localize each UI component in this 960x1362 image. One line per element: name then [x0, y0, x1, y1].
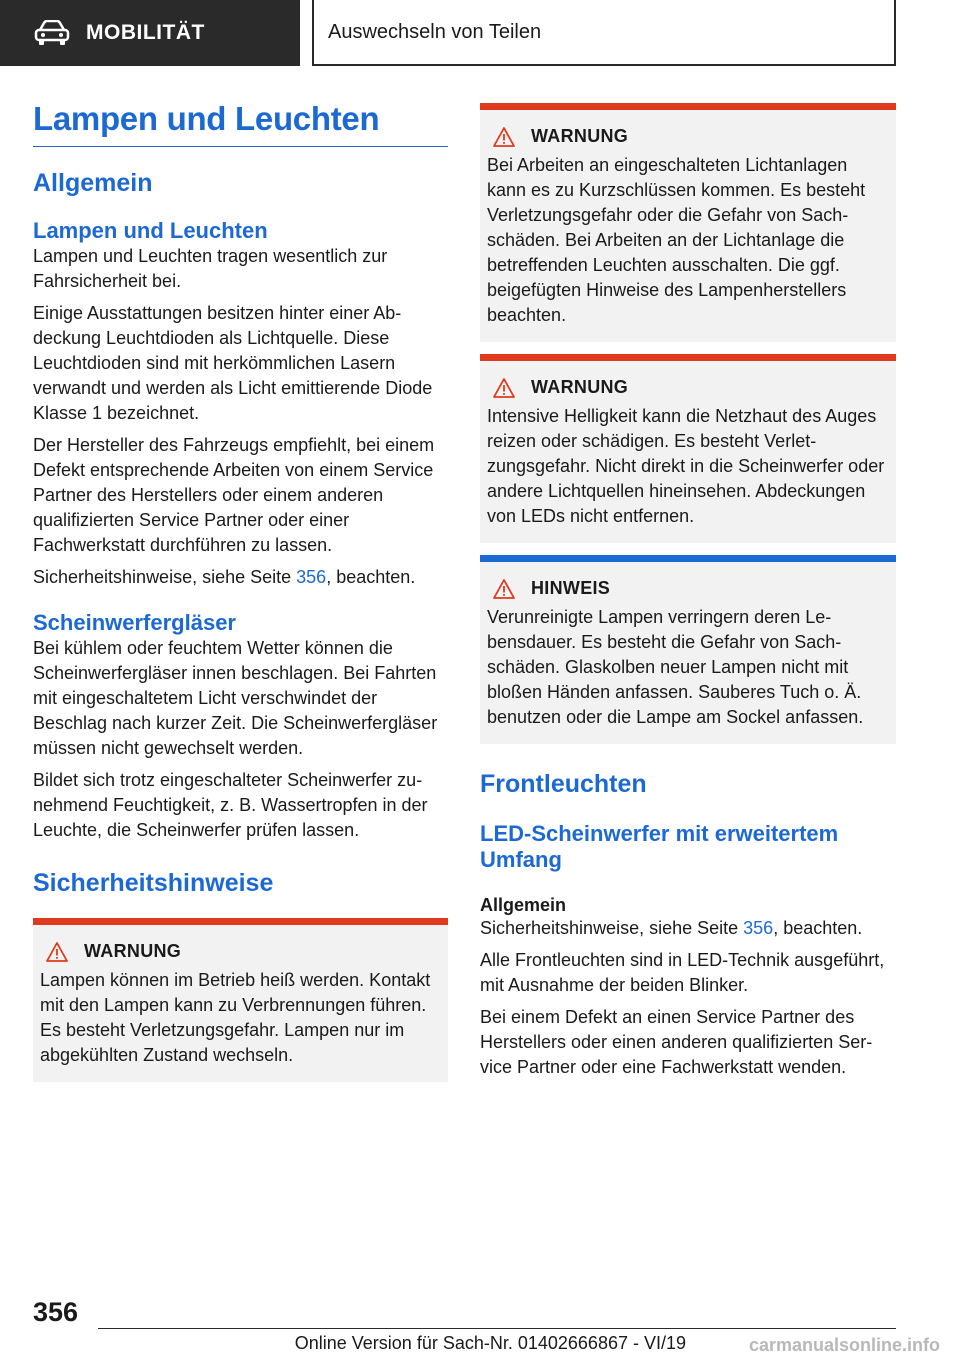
header-section-label: MOBILITÄT [86, 21, 205, 44]
heading-lamps: Lampen und Leuchten [33, 218, 268, 243]
warning-header [493, 377, 888, 398]
warning-text: Bei Arbeiten an eingeschalteten Lichtanlagen kann es zu Kurzschlüssen kommen. Es besteht Verletzungsgefahr oder die Gefahr von Sachschäden. Bei Arbeiten an der Lichtanlage die betreffenden Leuchten ausschalten. Die ggf. beigefügten Hinweise des Lampenherstellers beachten. [487, 155, 866, 325]
heading-front-lights: Frontleuchten [480, 770, 647, 798]
warning-icon [493, 127, 515, 147]
warning-icon [493, 579, 515, 599]
warning-header [493, 126, 888, 147]
warning-label: WARNUNG [531, 377, 629, 397]
header-chapter-label: Auswechseln von Teilen [328, 20, 542, 43]
header-section-tab [0, 0, 300, 66]
right-column [480, 103, 896, 1087]
watermark: carmanualsonline.info [748, 1335, 940, 1355]
paragraph: Bei einem Defekt an einen Service Partner des Herstellers oder einen anderen qualifizierten Service Partner oder eine Fachwerkstatt wenden. [480, 1007, 873, 1077]
warning-box [480, 103, 896, 342]
warning-label: WARNUNG [84, 941, 182, 961]
page-link[interactable]: 356 [296, 567, 327, 587]
text: Sicherheitshinweise, siehe Seite [33, 567, 297, 587]
text: , beachten. [326, 567, 416, 587]
warning-icon [46, 942, 68, 962]
page-title: Lampen und Leuchten [33, 100, 448, 147]
header-chapter-box [312, 0, 896, 66]
paragraph: Lampen und Leuchten tragen wesentlich zur Fahrsicherheit bei. [33, 246, 388, 291]
text: , beachten. [773, 918, 863, 938]
warning-box [33, 918, 448, 1082]
left-column [33, 100, 448, 1082]
paragraph: Bei kühlem oder feuchtem Wetter können die Scheinwerfergläser innen beschlagen. Bei Fahrten mit eingeschaltetem Licht verschwindet der Beschlag nach kurzer Zeit. Die Scheinwerfergläser müssen nicht gewechselt werden. [33, 638, 438, 758]
heading-general: Allgemein [33, 169, 153, 197]
footer-divider [98, 1328, 896, 1329]
heading-safety: Sicherheitshinweise [33, 869, 274, 897]
paragraph: Einige Ausstattungen besitzen hinter einer Abdeckung Leuchtdioden als Lichtquelle. Diese Leuchtdioden sind mit herkömmlichen Lasern verwandt und werden als Licht emittierende Diode Klasse 1 bezeichnet. [33, 303, 433, 423]
note-label: HINWEIS [531, 578, 611, 598]
paragraph-safety-ref [33, 565, 448, 590]
warning-header [46, 941, 440, 962]
paragraph-safety-ref [480, 916, 896, 941]
footer-text: Online Version für Sach-Nr. 01402666867 - VI/19 [294, 1333, 686, 1353]
warning-text: Lampen können im Betrieb heiß werden. Kontakt mit den Lampen kann zu Verbrennungen führen. Es besteht Verletzungsgefahr. Lampen nur im abgekühlten Zustand wechseln. [40, 970, 431, 1065]
page-link[interactable]: 356 [743, 918, 774, 938]
warning-box [480, 354, 896, 543]
page-number: 356 [33, 1297, 79, 1327]
heading-led-headlights: LED-Scheinwerfer mit erweitertem Umfang [480, 821, 839, 872]
heading-headlight-glass: Scheinwerfergläser [33, 610, 236, 635]
warning-text: Intensive Helligkeit kann die Netzhaut des Auges reizen oder schädigen. Es besteht Verletzungsgefahr. Nicht direkt in die Scheinwerfer oder andere Lichtquellen hineinsehen. Abdeckungen von LEDs nicht entfernen. [487, 406, 885, 526]
note-text: Verunreinigte Lampen verringern deren Lebensdauer. Es besteht die Gefahr von Sachschäden. Glaskolben neuer Lampen nicht mit bloßen Händen anfassen. Sauberes Tuch o. Ä. benutzen oder die Lampe am Sockel anfassen. [487, 607, 864, 727]
heading-general-sub: Allgemein [480, 895, 567, 915]
paragraph: Bildet sich trotz eingeschalteter Scheinwerfer zunehmend Feuchtigkeit, z. B. Wassertropfen in der Leuchte, die Scheinwerfer prüfen lassen. [33, 770, 428, 840]
paragraph: Alle Frontleuchten sind in LED-Technik ausgeführt, mit Ausnahme der beiden Blinker. [480, 950, 885, 995]
car-icon [34, 20, 70, 46]
paragraph: Der Hersteller des Fahrzeugs empfiehlt, bei einem Defekt entsprechende Arbeiten von einem Service Partner des Herstellers oder einem anderen qualifizierten Service Partner oder einer Fachwerkstatt durchführen zu lassen. [33, 435, 435, 555]
warning-icon [493, 378, 515, 398]
note-box [480, 555, 896, 744]
warning-label: WARNUNG [531, 126, 629, 146]
text: Sicherheitshinweise, siehe Seite [480, 918, 744, 938]
note-header [493, 578, 888, 599]
